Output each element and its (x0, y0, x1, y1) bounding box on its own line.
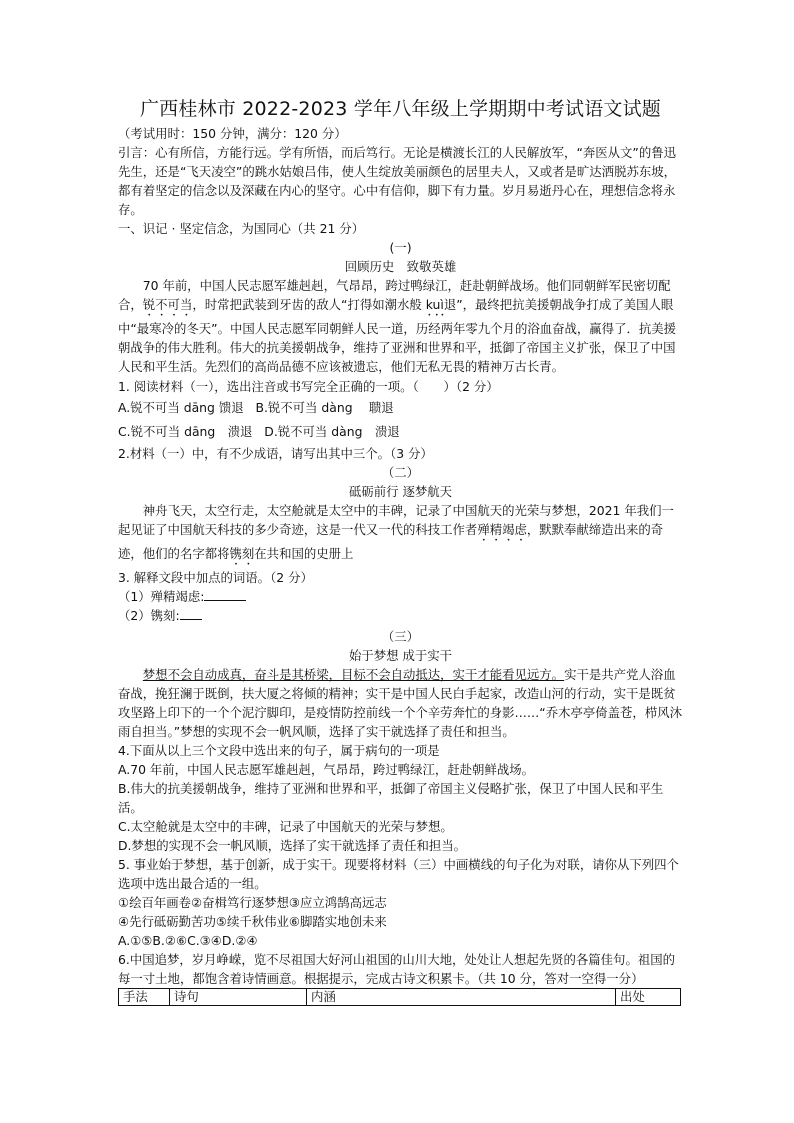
material-1-text-b: ，时常把武装到牙齿的敌人“打得如潮水般 (192, 297, 426, 312)
exam-page (118, 96, 683, 1006)
question-5-line-2: ④先行砥砺勤苦功⑤续千秋伟业⑥脚踏实地创未来 (118, 914, 387, 929)
material-3-quote: “乔木亭亭倚盖苍，栉风沐雨自担当。” (118, 705, 682, 739)
material-1-number: (一) (389, 240, 412, 255)
question-3-item-2 (118, 606, 683, 625)
underlined-sentence: 梦想不会自动成真，奋斗是其桥梁，目标不会自动抵达，实干才能看见远方。 (142, 667, 565, 682)
material-2-text (118, 501, 683, 568)
table-header-cell: 诗句 (170, 989, 307, 1006)
answer-blank[interactable] (204, 587, 246, 601)
dotted-word: 锐不可当 (142, 297, 193, 312)
material-1-text-a: 70 年前，中国人民志愿军雄赳赳，气昂昂，跨过鸭绿江，赶赴朝鲜战场。他们同朝鲜军民密切配合， (118, 278, 671, 312)
material-3-title: 始于梦想 成于实干 (348, 648, 453, 663)
material-2-number: （二） (381, 465, 420, 480)
question-1-option-b[interactable]: B.锐不可当 dàng 聩退 (255, 400, 394, 415)
question-4-option-a[interactable]: A.70 年前，中国人民志愿军雄赳赳，气昂昂，跨过鸭绿江，赶赴朝鲜战场。 (118, 762, 535, 777)
material-3-number: （三） (381, 629, 420, 644)
table-header-row (119, 989, 681, 1006)
table-header-cell: 出处 (616, 989, 681, 1006)
intro-paragraph: 引言：心有所信，方能行远。学有所悟，而后笃行。无论是横渡长江的人民解放军，“奔医从文”的鲁迅先生，还是“飞天凌空”的跳水姑娘吕伟，使人生绽放美丽颜色的居里夫人，又或者是旷达洒脱苏东坡，都有着坚定的信念以及深藏在内心的坚守。心中有信仰，脚下有力量。岁月易逝丹心在，理想信念将永存。 (118, 145, 677, 217)
material-1-text (118, 276, 683, 376)
material-3-text (118, 665, 683, 741)
dotted-word: kuì (425, 297, 444, 312)
question-5-line-1: ①绘百年画卷②奋楫笃行逐梦想③应立鸿鹄高远志 (118, 895, 387, 910)
question-1-stem: 1. 阅读材料（一），选出注音或书写完全正确的一项。（ ）（2 分） (118, 379, 499, 394)
dotted-word: 镌刻 (229, 546, 255, 561)
question-1-option-d[interactable]: D.锐不可当 dàng 溃退 (264, 424, 400, 439)
question-4-option-b[interactable]: B.伟大的抗美援朝战争，维持了亚洲和世界和平，抵御了帝国主义侵略扩张，保卫了中国人民和平生活。 (118, 781, 664, 815)
question-1-option-a[interactable]: A.锐不可当 dāng 馈退 (118, 400, 244, 415)
question-3-item-1 (118, 587, 683, 606)
question-4-option-c[interactable]: C.太空舱就是太空中的丰碑，记录了中国航天的光荣与梦想。 (118, 819, 453, 834)
question-3-stem: 3. 解释文段中加点的词语。（2 分） (118, 570, 313, 585)
material-1-text-c: 退”，最终把抗美援朝战争打成了美国人眼中“最寒冷的冬天”。中国人民志愿军同朝鲜人民一道，历经两年零九个月的浴血奋战，赢得了．抗美援朝战争的伟大胜利。伟大的抗美援朝战争，维持了亚洲和世界和平，抵御了帝国主义扩张，保卫了中国人民和平生活。先烈们的高尚品德不应该被遗忘，他们无私无畏的精神万古长青。 (118, 297, 677, 374)
material-2-text-b: ，默默奉献缔造出来的奇迹，他们的名字都将 (118, 522, 664, 561)
answer-blank[interactable] (180, 606, 202, 620)
question-5-stem: 5. 事业始于梦想，基于创新，成于实干。现要将材料（三）中画横线的句子化为对联，请你从下列四个选项中选出最合适的一组。 (118, 857, 679, 891)
page-title: 广西桂林市 2022-2023 学年八年级上学期期中考试语文试题 (139, 98, 662, 120)
question-2-stem: 2.材料（一）中，有不少成语，请写出其中三个。（3 分） (118, 446, 433, 461)
section-heading: 一、识记 · 坚定信念，为国同心（共 21 分） (118, 221, 365, 236)
poetry-card-table (118, 988, 681, 1006)
material-2-title: 砥砺前行 逐梦航天 (348, 484, 453, 499)
question-4-stem: 4.下面从以上三个文段中选出来的句子，属于病句的一项是 (118, 743, 440, 758)
material-3-text-b: 梦想的实现不会一帆风顺，选择了实干就选择了责任和担当。 (180, 724, 515, 739)
table-header-cell: 手法 (119, 989, 170, 1006)
question-1-options (118, 396, 683, 444)
question-6-stem: 6.中国追梦，岁月峥嵘，览不尽祖国大好河山祖国的山川大地，处处让人想起先贤的各篇佳句。祖国的每一寸土地，都饱含着诗情画意。根据提示，完成古诗文积累卡。（共 10 分，答对一空得一分） (118, 952, 676, 986)
dotted-word: 殚精竭虑 (477, 522, 527, 537)
material-3-text-a: 实干是共产党人浴血奋战，挽狂澜于既倒，扶大厦之将倾的精神；实干是中国人民白手起家，改造山河的行动，实干是既贫攻坚路上印下的一个个泥泞脚印，是疫情防控前线一个个辛劳奔忙的身影…… (118, 667, 676, 720)
question-5-options[interactable]: A.①⑤B.②⑥C.③④D.②④ (118, 933, 258, 948)
material-2-text-a: 神舟飞天，太空行走，太空舱就是太空中的丰碑，记录了中国航天的光荣与梦想，2021 年我们一起见证了中国航天科技的多少奇迹，这是一代又一代的科技工作者 (118, 503, 674, 537)
question-3-item-2-label: （2）镌刻: (118, 608, 180, 623)
question-1-option-c[interactable]: C.锐不可当 dāng 溃退 (118, 424, 253, 439)
exam-info: （考试用时：150 分钟，满分：120 分） (118, 126, 347, 141)
question-3-item-1-label: （1）殚精竭虑: (118, 589, 205, 604)
question-4-option-d[interactable]: D.梦想的实现不会一帆风顺，选择了实干就选择了责任和担当。 (118, 838, 467, 853)
table-header-cell: 内涵 (307, 989, 616, 1006)
material-2-text-c: 在共和国的史册上 (254, 546, 354, 561)
material-1-title: 回顾历史 致敬英雄 (344, 259, 457, 274)
